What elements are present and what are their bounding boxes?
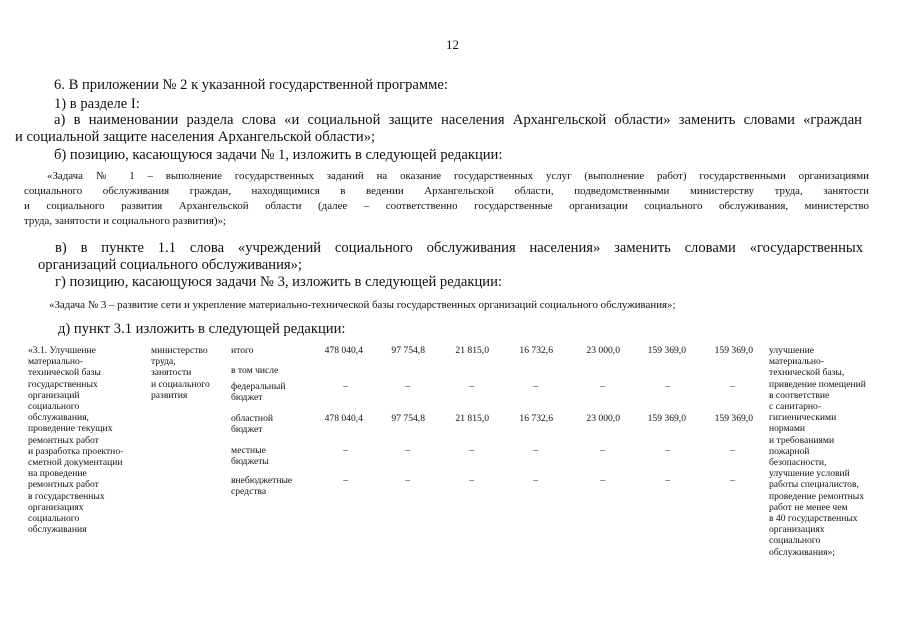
table-col-result: улучшение материально- технической базы, приведение помещений в соответствие с санитарно- гигиеническими нормами и требованиями пожарной безопасности, улучшение условий работы специалистов, проведение ремонтных работ не менее чем в 40 государственных организациях социального обслуживания»; [769, 345, 866, 558]
paragraph-v-line1: в) в пункте 1.1 слова «учреждений социального обслуживания населения» заменить словами «государственных [55, 240, 863, 256]
paragraph-a-line1: а) в наименовании раздела слова «и социальной защите населения Архангельской области» заменить словами «граждан [54, 112, 862, 128]
task1-line3: и социального развития Архангельской области (далее – соответственно государственные организации социального обслуживания, министерство [24, 200, 869, 212]
paragraph-6: 6. В приложении № 2 к указанной государственной программе: [54, 77, 448, 93]
table-col2-executor: министерство труда, занятости и социального развития [151, 345, 210, 401]
task1-line1: «Задача № 1 – выполнение государственных заданий на оказание государственных услуг (выполнение работ) государственными организациями [47, 170, 869, 182]
paragraph-d: д) пункт 3.1 изложить в следующей редакции: [58, 321, 346, 337]
task1-line4: труда, занятости и социального развития)»; [24, 215, 226, 227]
paragraph-v-line2: организаций социального обслуживания»; [38, 257, 302, 273]
task3-line: «Задача № 3 – развитие сети и укрепление материально-технической базы государственных организаций социального обслуживания»; [49, 299, 676, 311]
page-number: 12 [446, 37, 459, 52]
paragraph-a-line2: и социальной защите населения Архангельской области»; [15, 129, 376, 145]
task1-line2: социального обслуживания граждан, находящимися в ведении Архангельской области, подведомственными министерству труда, занятости [24, 185, 869, 197]
table-col1: «3.1. Улучшение материально- технической базы государственных организаций социального обслуживания, проведение текущих ремонтных работ и разработка проектно- сметной документации на проведение ремонтных работ в государственных организациях социального обслуживания [28, 345, 124, 536]
paragraph-1: 1) в разделе I: [54, 96, 140, 112]
paragraph-b: б) позицию, касающуюся задачи № 1, изложить в следующей редакции: [54, 147, 503, 163]
paragraph-g: г) позицию, касающуюся задачи № 3, изложить в следующей редакции: [55, 274, 502, 290]
